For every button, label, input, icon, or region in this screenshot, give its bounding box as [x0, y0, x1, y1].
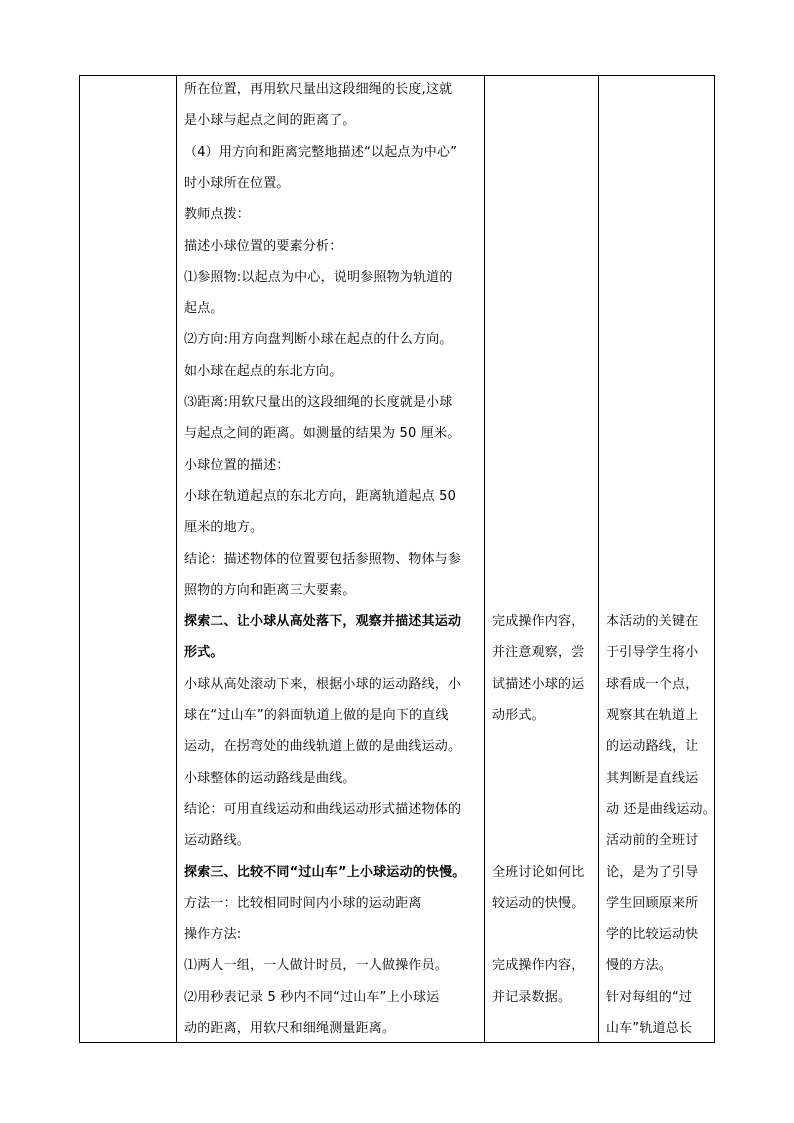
col2-text-line: 描述小球位置的要素分析：: [184, 238, 343, 254]
col2-text-line: 结论：可用直线运动和曲线运动形式描述物体的: [184, 801, 462, 817]
col3-text-line: 全班讨论如何比: [492, 864, 585, 880]
col3-text-line: 并注意观察，尝: [492, 645, 585, 661]
column-stage: [80, 76, 176, 1042]
col3-text-line: 并记录数据。: [492, 989, 572, 1005]
col4-text-line: 学生回顾原来所: [606, 895, 699, 911]
col4-text-line: 针对每组的“过: [606, 989, 693, 1005]
col2-text-line: 球在“过山车”的斜面轨道上做的是向下的直线: [184, 708, 449, 723]
column-divider-2: [484, 76, 485, 1042]
col2-text-line: ⑴两人一组，一人做计时员，一人做操作员。: [184, 958, 449, 974]
col2-text-line: ⑵方向:用方向盘判断小球在起点的什么方向。: [184, 332, 453, 348]
col2-text-line: 如小球在起点的东北方向。: [184, 363, 343, 379]
col4-text-line: 其判断是直线运: [606, 770, 699, 786]
col2-text-line: 与起点之间的距离。如测量的结果为 50 厘米。: [184, 426, 461, 442]
col2-text-line: 探索三、比较不同“过山车”上小球运动的快慢。: [184, 864, 466, 880]
col2-text-line: 是小球与起点之间的距离了。: [184, 113, 356, 129]
col2-text-line: 结论：描述物体的位置要包括参照物、物体与参: [184, 551, 462, 567]
col2-text-line: 探索二、让小球从高处落下，观察并描述其运动: [184, 614, 462, 630]
col4-text-line: 于引导学生将小: [606, 645, 699, 661]
col4-text-line: 活动前的全班讨: [606, 833, 699, 849]
col3-text-line: 较运动的快慢。: [492, 895, 585, 911]
col4-text-line: 论，是为了引导: [606, 864, 699, 880]
col4-text-line: 动 还是曲线运动。: [606, 801, 716, 817]
col4-text-line: 球看成一个点，: [606, 676, 699, 692]
col2-text-line: 时小球所在位置。: [184, 175, 290, 191]
col4-text-line: 慢的方法。: [606, 958, 673, 974]
col2-text-line: 方法一：比较相同时间内小球的运动距离: [184, 895, 422, 911]
col2-text-line: 形式。: [184, 645, 224, 661]
col2-text-line: 照物的方向和距离三大要素。: [184, 582, 356, 598]
col2-text-line: 小球整体的运动路线是曲线。: [184, 770, 356, 786]
col2-text-line: ⑶距离:用软尺量出的这段细绳的长度就是小球: [184, 395, 453, 410]
column-student-activity: [486, 76, 596, 1042]
col4-text-line: 观察其在轨道上: [606, 708, 699, 723]
col2-text-line: 运动，在拐弯处的曲线轨道上做的是曲线运动。: [184, 739, 462, 755]
col3-text-line: 完成操作内容，: [492, 958, 585, 974]
col2-text-line: 小球在轨道起点的东北方向，距离轨道起点 50: [184, 488, 457, 504]
col2-text-line: ⑵用秒表记录 5 秒内不同“过山车”上小球运: [184, 989, 440, 1005]
col2-text-line: 操作方法:: [184, 927, 242, 943]
col4-text-line: 的运动路线，让: [606, 739, 699, 755]
col3-text-line: 动形式。: [492, 708, 545, 723]
column-design-intent: [600, 76, 718, 1042]
col2-text-line: ⑴参照物:以起点为中心，说明参照物为轨道的: [184, 269, 453, 285]
col2-text-line: 动的距离，用软尺和细绳测量距离。: [184, 1021, 396, 1036]
column-divider-3: [598, 76, 599, 1042]
col2-text-line: 厘米的地方。: [184, 520, 264, 536]
column-divider-1: [176, 76, 177, 1042]
col4-text-line: 本活动的关键在: [606, 614, 699, 630]
col3-text-line: 完成操作内容，: [492, 614, 585, 630]
column-teaching-content: [178, 76, 482, 1042]
lesson-plan-table: [79, 75, 715, 1043]
col2-text-line: 所在位置，再用软尺量出这段细绳的长度,这就: [184, 82, 453, 97]
col4-text-line: 学的比较运动快: [606, 927, 699, 943]
col2-text-line: 小球从高处滚动下来，根据小球的运动路线，小: [184, 676, 462, 692]
col3-text-line: 试描述小球的运: [492, 676, 585, 692]
col2-text-line: 小球位置的描述：: [184, 457, 290, 473]
col2-text-line: 起点。: [184, 301, 224, 317]
col4-text-line: 山车”轨道总长: [606, 1021, 693, 1036]
col2-text-line: （4）用方向和距离完整地描述“以起点为中心”: [184, 144, 458, 160]
col2-text-line: 教师点拨：: [184, 207, 251, 223]
col2-text-line: 运动路线。: [184, 833, 251, 849]
